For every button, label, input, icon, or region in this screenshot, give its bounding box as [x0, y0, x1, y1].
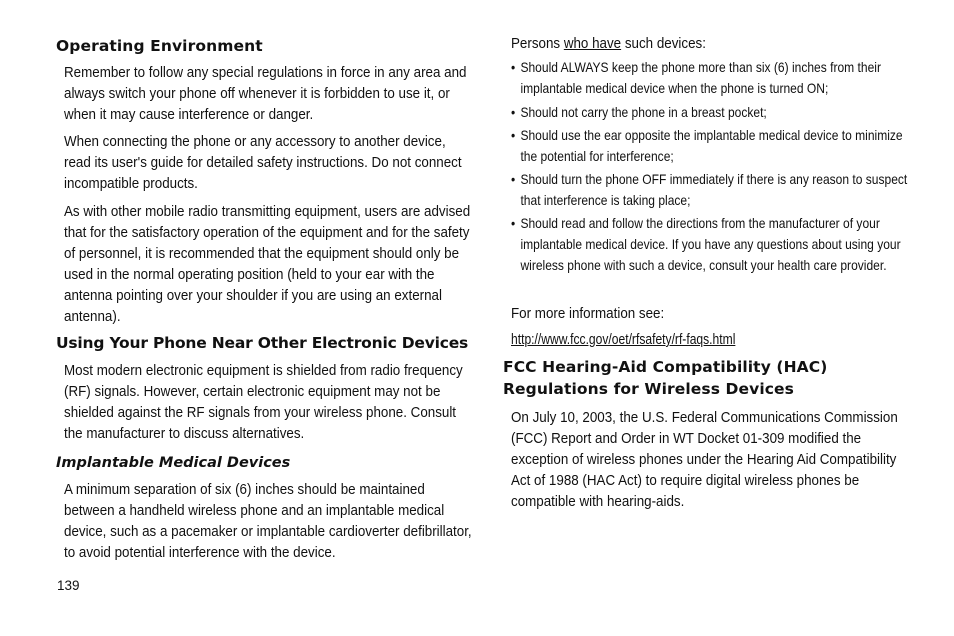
subheading-implantable-devices: Implantable Medical Devices	[56, 455, 291, 471]
bullet-text: Should ALWAYS keep the phone more than six (6) inches from their implantable medical device when the phone is turned ON;	[520, 59, 881, 96]
list-item	[511, 125, 916, 167]
heading-hac-regulations	[503, 356, 827, 400]
list-item	[511, 57, 916, 99]
intro-link-who-have[interactable]: who have	[563, 36, 622, 52]
bullet-icon: •	[511, 171, 516, 187]
paragraph-fcc-order: On July 10, 2003, the U.S. Federal Communications Commission (FCC) Report and Order in WT Docket 01-309 modified the exception of wireless phones under the Hearing Aid Compatibility Act of 1988 (HAC Act) to require digital wireless phones be compatible with hearing-aids.	[511, 410, 898, 510]
heading-electronic-devices: Using Your Phone Near Other Electronic Devices	[56, 334, 469, 352]
bullet-icon: •	[511, 59, 516, 75]
heading-hac-line1: FCC Hearing-Aid Compatibility (HAC)	[503, 358, 828, 376]
more-info-text: For more information see:	[511, 306, 665, 322]
fcc-url-link[interactable]: http://www.fcc.gov/oet/rfsafety/rf-faqs.html	[511, 332, 736, 348]
list-item	[511, 102, 916, 123]
paragraph-regulations: Remember to follow any special regulations in force in any area and always switch your phone off whenever it is forbidden to use it, or when it may cause interference or danger.	[64, 65, 467, 123]
heading-hac-line2: Regulations for Wireless Devices	[503, 380, 794, 398]
bullet-icon: •	[511, 215, 516, 231]
list-item	[511, 169, 916, 211]
bullet-text: Should read and follow the directions from the manufacturer of your implantable medical device. If you have any questions about using your wireless phone with such a device, consult your health care provider.	[520, 215, 901, 273]
bullet-icon: •	[511, 104, 516, 120]
bullet-text: Should not carry the phone in a breast pocket;	[520, 104, 767, 120]
persons-intro	[511, 34, 920, 55]
bullet-text: Should use the ear opposite the implantable medical device to minimize the potential for interference;	[520, 127, 903, 164]
paragraph-rf-shielding: Most modern electronic equipment is shielded from radio frequency (RF) signals. However, certain electronic equipment may not be shielded against the RF signals from your wireless phone. Consult the manufacturer to discuss alternatives.	[64, 363, 463, 442]
paragraph-separation: A minimum separation of six (6) inches should be maintained between a handheld wireless phone and an implantable medical device, such as a pacemaker or implantable cardioverter defibrillator, to avoid potential interference with the device.	[64, 482, 472, 561]
page-number: 139	[57, 578, 80, 593]
bullet-icon: •	[511, 127, 516, 143]
paragraph-radio-equipment: As with other mobile radio transmitting equipment, users are advised that for the satisfactory operation of the equipment and for the safety of personnel, it is recommended that the equipment should only be used in the normal operating position (held to your ear with the antenna pointing over your shoulder if you are using an external antenna).	[64, 204, 471, 325]
intro-text-before: Persons	[511, 36, 564, 52]
bullet-text: Should turn the phone OFF immediately if there is any reason to suspect that interference is taking place;	[520, 171, 908, 208]
list-item	[511, 213, 916, 276]
intro-text-after: such devices:	[621, 36, 706, 52]
heading-operating-environment: Operating Environment	[56, 37, 263, 55]
paragraph-connecting: When connecting the phone or any accessory to another device, read its user's guide for detailed safety instructions. Do not connect incompatible products.	[64, 134, 462, 192]
